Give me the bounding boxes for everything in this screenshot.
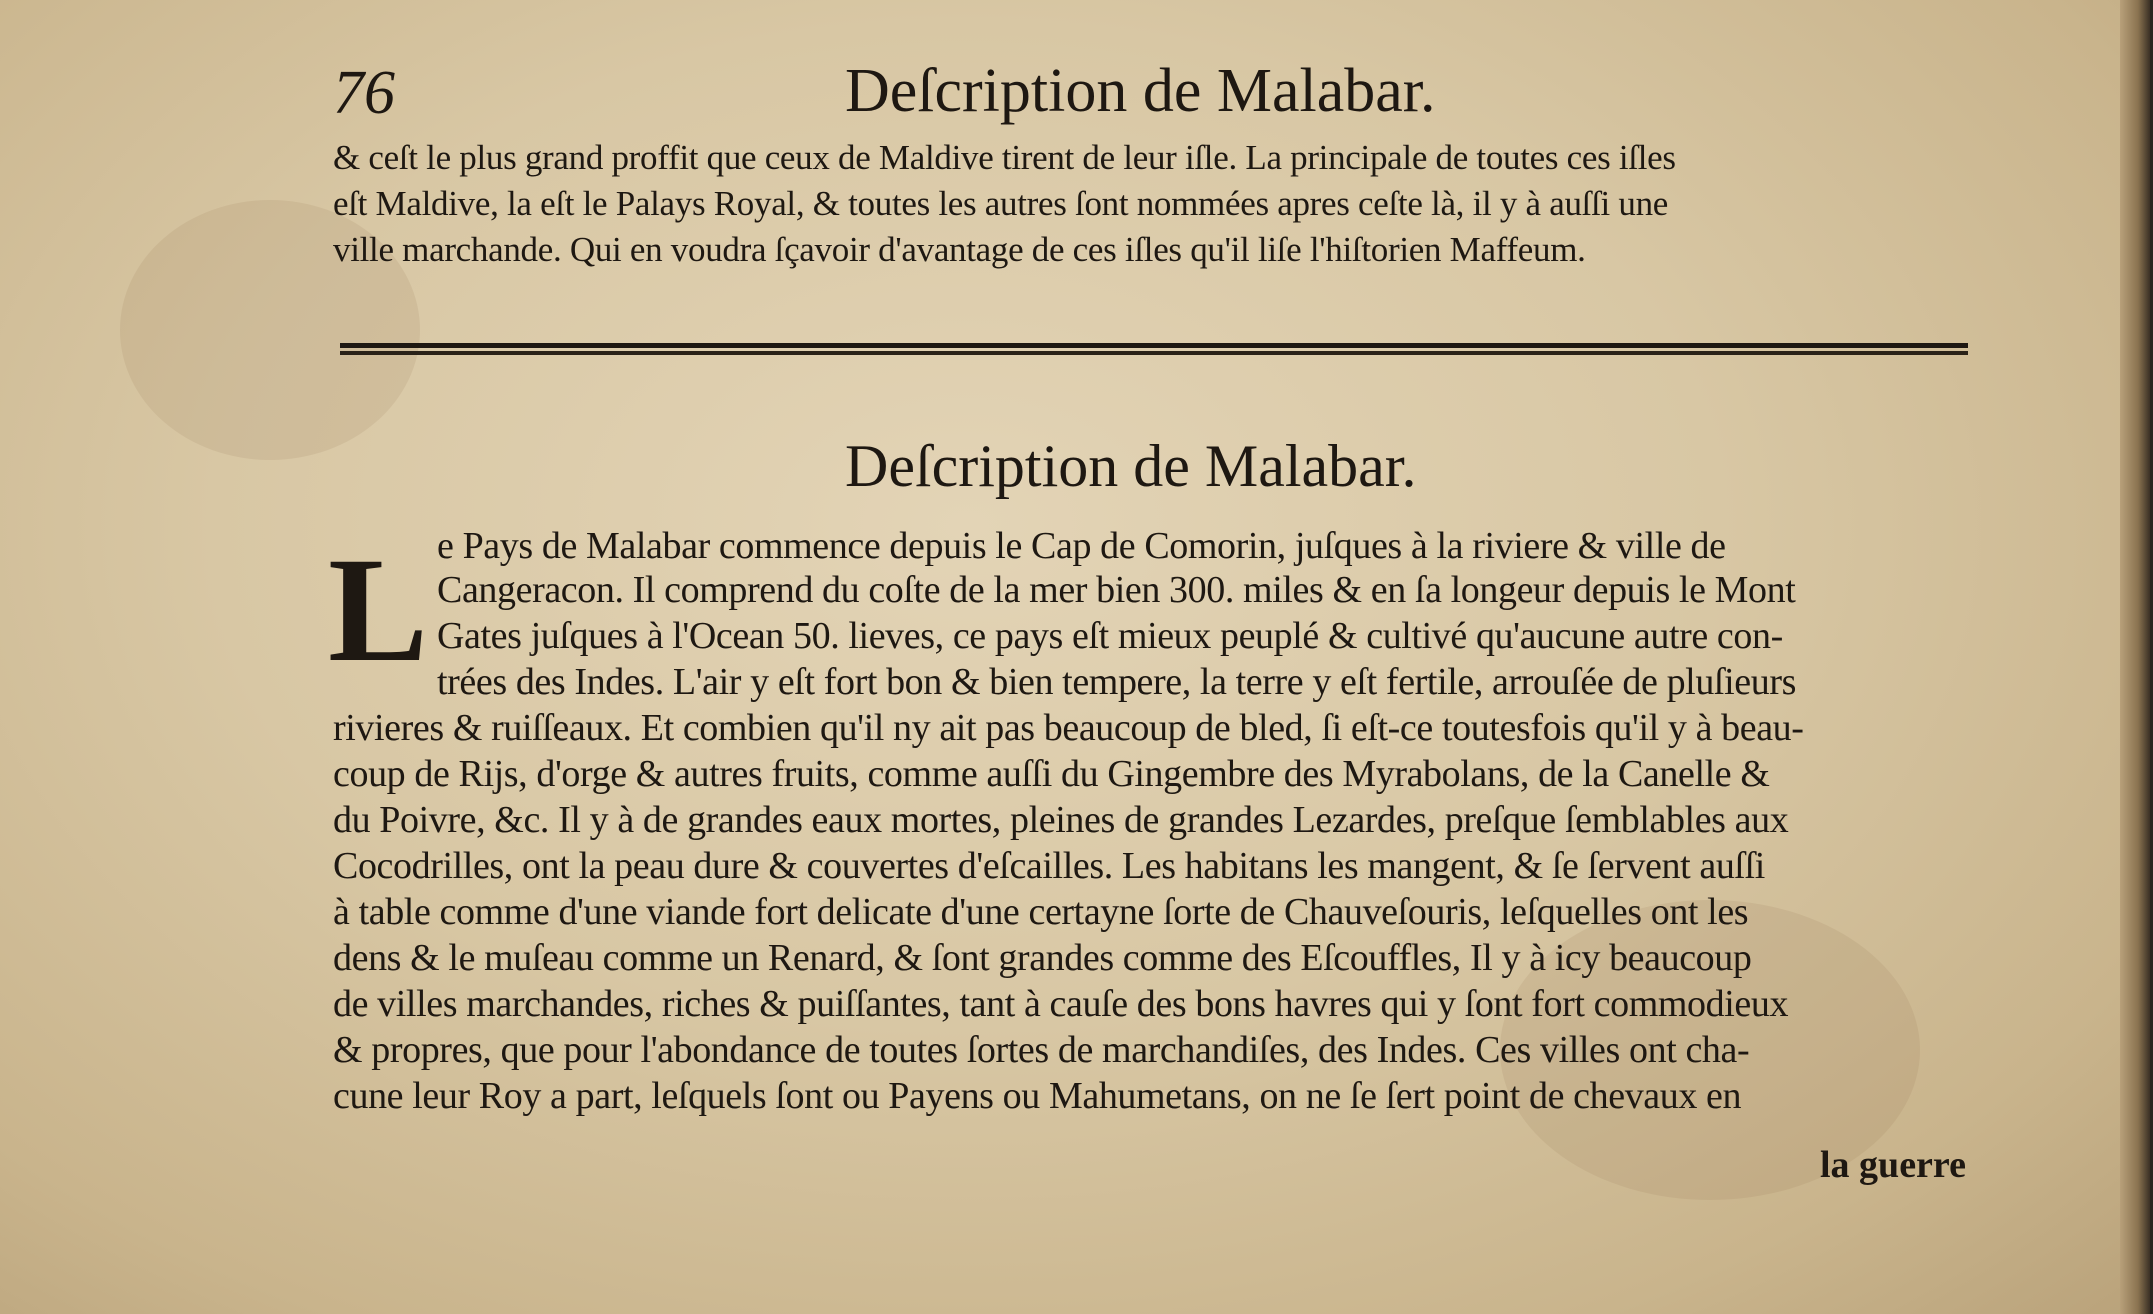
catchword: la guerre	[1820, 1144, 1966, 1186]
body-line: coup de Rijs, d'orge & autres fruits, comme auſſi du Gingembre des Myrabolans, de la Canelle &	[333, 753, 1770, 795]
running-head: Deſcription de Malabar.	[845, 57, 1436, 125]
section-title: Deſcription de Malabar.	[845, 433, 1417, 499]
body-line: Gates juſques à l'Ocean 50. lieves, ce pays eſt mieux peuplé & cultivé qu'aucune autre con-	[437, 615, 1783, 657]
section-divider-rule	[340, 343, 1968, 348]
body-line: e Pays de Malabar commence depuis le Cap de Comorin, juſques à la riviere & ville de	[437, 525, 1726, 567]
text-line: eſt Maldive, la eſt le Palays Royal, & toutes les autres ſont nommées apres ceſte là, il y à auſſi une	[333, 184, 1668, 223]
text-line: & ceſt le plus grand proffit que ceux de Maldive tirent de leur iſle. La principale de toutes ces iſles	[333, 138, 1676, 177]
text-line: ville marchande. Qui en voudra ſçavoir d'avantage de ces iſles qu'il liſe l'hiſtorien Maffeum.	[333, 230, 1586, 269]
body-line: trées des Indes. L'air y eſt fort bon & bien tempere, la terre y eſt fertile, arrouſée de pluſieurs	[437, 661, 1796, 703]
body-line: rivieres & ruiſſeaux. Et combien qu'il ny ait pas beaucoup de bled, ſi eſt-ce toutesfois qu'il y à beau-	[333, 707, 1804, 749]
drop-cap: L	[328, 527, 429, 693]
body-line: Cocodrilles, ont la peau dure & couvertes d'eſcailles. Les habitans les mangent, & ſe ſervent auſſi	[333, 845, 1765, 887]
body-line: & propres, que pour l'abondance de toutes ſortes de marchandiſes, des Indes. Ces villes ont cha-	[333, 1029, 1750, 1071]
body-line: dens & le muſeau comme un Renard, & ſont grandes comme des Eſcouffles, Il y à icy beaucoup	[333, 937, 1752, 979]
page-edge	[2120, 0, 2150, 1314]
body-line: Cangeracon. Il comprend du coſte de la mer bien 300. miles & en ſa longeur depuis le Mont	[437, 569, 1796, 611]
body-line: à table comme d'une viande fort delicate d'une certayne ſorte de Chauveſouris, leſquelles ont les	[333, 891, 1749, 933]
page-number: 76	[333, 59, 395, 127]
body-line: du Poivre, &c. Il y à de grandes eaux mortes, pleines de grandes Lezardes, preſque ſemblables aux	[333, 799, 1789, 841]
body-line: de villes marchandes, riches & puiſſantes, tant à cauſe des bons havres qui y ſont fort commodieux	[333, 983, 1789, 1025]
body-line: cune leur Roy a part, leſquels ſont ou Payens ou Mahumetans, on ne ſe ſert point de chevaux en	[333, 1075, 1742, 1117]
section-divider-rule	[340, 351, 1968, 355]
